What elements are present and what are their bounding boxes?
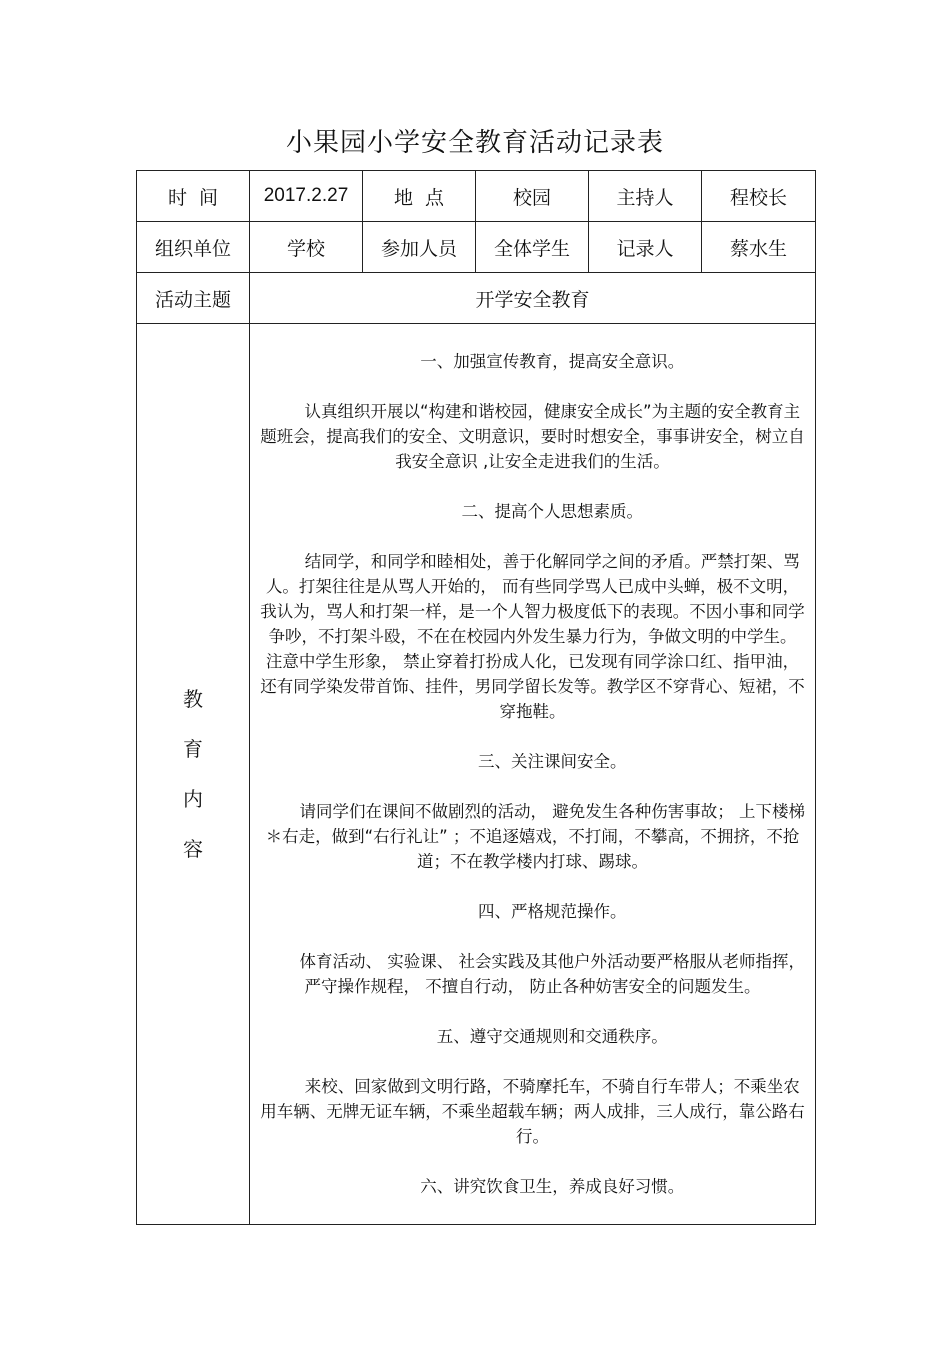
section-heading: 六、讲究饮食卫生，养成良好习惯。	[420, 1177, 685, 1196]
section-heading: 三、关注课间安全。	[478, 752, 627, 771]
page-title: 小果园小学安全教育活动记录表	[285, 128, 664, 158]
record-table	[136, 170, 816, 1225]
content-label	[137, 324, 250, 1225]
content-cell	[250, 324, 816, 1225]
content-body	[250, 324, 815, 1199]
recorder-value: 蔡水生	[702, 222, 816, 273]
participants-value: 全体学生	[476, 222, 589, 273]
content-label-char: 教	[183, 687, 203, 711]
section-paragraph: 请同学们在课间不做剧烈的活动， 避免发生各种伤害事故； 上下楼梯＊右走，做到“右行礼让” ；不追逐嬉戏，不打闹，不攀高，不拥挤，不抢道；不在教学楼内打球、踢球。	[265, 802, 806, 871]
host-value: 程校长	[702, 171, 816, 222]
place-value: 校园	[476, 171, 589, 222]
section-paragraph: 来校、回家做到文明行路，不骑摩托车，不骑自行车带人；不乘坐农用车辆、无牌无证车辆，不乘坐超载车辆；两人成排，三人成行，靠公路右行。	[260, 1077, 805, 1146]
host-label: 主持人	[589, 171, 702, 222]
theme-label: 活动主题	[137, 273, 250, 324]
section-heading: 二、提高个人思想素质。	[461, 502, 644, 521]
content-label-char: 容	[183, 837, 203, 861]
content-label-char: 育	[183, 737, 203, 761]
recorder-label: 记录人	[589, 222, 702, 273]
section-heading: 四、严格规范操作。	[478, 902, 627, 921]
section-heading: 一、加强宣传教育，提高安全意识。	[420, 352, 685, 371]
table-row	[137, 273, 816, 324]
content-label-char: 内	[183, 787, 203, 811]
org-label: 组织单位	[137, 222, 250, 273]
place-label: 地 点	[363, 171, 476, 222]
table-row	[137, 171, 816, 222]
theme-value: 开学安全教育	[250, 273, 816, 324]
table-row	[137, 324, 816, 1225]
time-value: 2017.2.27	[250, 171, 363, 222]
section-paragraph: 认真组织开展以“构建和谐校园，健康安全成长”为主题的安全教育主题班会，提高我们的安全、文明意识，要时时想安全，事事讲安全，树立自我安全意识 ,让安全走进我们的生活。	[260, 402, 805, 471]
section-paragraph: 结同学，和同学和睦相处，善于化解同学之间的矛盾。严禁打架、骂人。打架往往是从骂人开始的， 而有些同学骂人已成中头蝉，极不文明，我认为，骂人和打架一样，是一个人智力极度低下的表现。不因小事和同学争吵，不打架斗殴，不在在校园内外发生暴力行为，争做文明的中学生。 注意中学生形象， 禁止穿着打扮成人化，已发现有同学涂口红、指甲油，还有同学染发带首饰、挂件，男同学留长发等。教学区不穿背心、短裙，不穿拖鞋。	[260, 552, 805, 721]
table-row	[137, 222, 816, 273]
participants-label: 参加人员	[363, 222, 476, 273]
section-paragraph: 体育活动、 实验课、 社会实践及其他户外活动要严格服从老师指挥，严守操作规程， 不擅自行动， 防止各种妨害安全的问题发生。	[299, 952, 806, 996]
org-value: 学校	[250, 222, 363, 273]
section-heading: 五、遵守交通规则和交通秩序。	[436, 1027, 668, 1046]
time-label: 时 间	[137, 171, 250, 222]
